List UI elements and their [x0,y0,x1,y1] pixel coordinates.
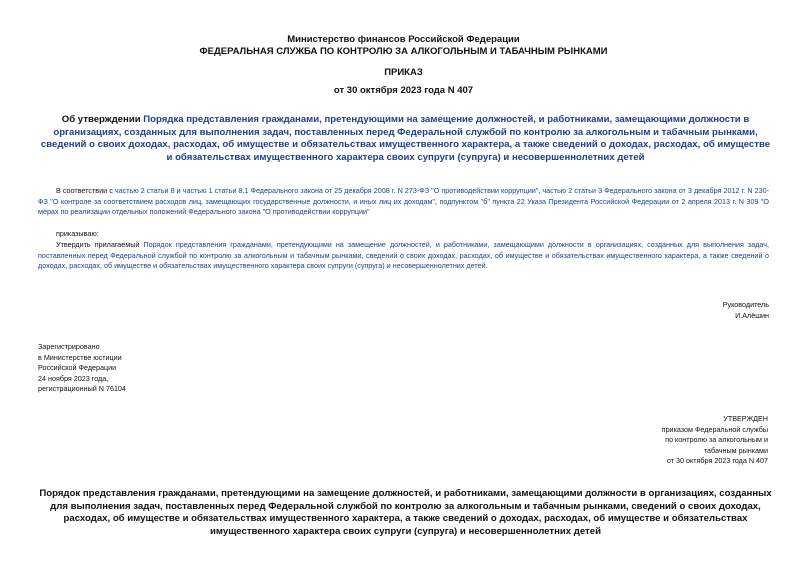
annex-title: Порядок представления гражданами, претендующими на замещение должностей, и работниками, замещающими должности в организациях, созданных для выполнения задач, поставленных перед Федеральной службой по контролю за алкогольным и табачным рынками, сведений о своих доходах, расходах, об имуществе и обязательствах имущественного характера, а также сведений о доходах, расходах, об имуществе и обязательствах имущественного характера своих супруги (супруга) и несовершеннолетних детей [39,488,772,537]
preamble-text-2: , [538,186,543,195]
order-link-procedure[interactable]: Порядок представления гражданами, претендующими на замещение должностей, и работниками, замещающими должности в организациях, созданных для выполнения задач, поставленных перед Федеральной службой по контролю за алкогольным и табачным рынками, сведений о своих доходах, расходах, об имуществе и обязательствах имущественного характера, а также сведений о доходах, расходах, об имуществе и обязательствах имущественного характера своих супруги (супруга) и несовершеннолетних детей [38,240,769,270]
order-text-2: . [485,261,488,270]
preamble-text-3: , [435,196,440,206]
service-name: ФЕДЕРАЛЬНАЯ СЛУЖБА ПО КОНТРОЛЮ ЗА АЛКОГОЛЬНЫМ И ТАБАЧНЫМ РЫНКАМИ [199,46,608,57]
registration-line-2: в Министерстве юстиции [38,352,122,362]
approved-line-1: УТВЕРЖДЕН [723,414,768,423]
preamble-link-law-273[interactable]: частью 2 статьи 8 и частью 1 статьи 8.1 Федерального закона от 25 декабря 2008 г. N 273-ФЗ "О противодействии коррупции" [114,186,539,195]
preamble-link-law-230[interactable]: частью 2 статьи 3 Федерального закона от 3 декабря 2012 г. N 230-ФЗ "О контроле за соответствием расходов лиц, замещающих государственные должности, и иных лиц их доходам" [38,186,770,206]
signature-name: И.Алёшин [735,310,769,320]
doc-date: от 30 октября 2023 года N 407 [333,85,474,96]
order-paragraph [38,240,769,272]
registration-line-3: Российской Федерации [38,363,117,373]
registration-block [38,342,126,395]
doc-type: ПРИКАЗ [384,67,423,78]
approved-line-2: приказом Федеральной службы [661,424,768,434]
preamble-paragraph [38,186,769,218]
registration-line-5: регистрационный N 76104 [38,384,126,394]
ministry-name: Министерство финансов Российской Федерации [287,34,520,45]
approved-line-3: по контролю за алкогольным и [665,435,768,445]
preamble-link-decree-309[interactable]: подпунктом "б" пункта 22 Указа Президента Российской Федерации от 2 апреля 2013 г. N 309 "О мерах по реализации отдельных положений Федерального закона "О противодействии коррупции" [38,196,770,216]
order-title [38,114,773,164]
title-prefix: Об утверждении [61,114,144,125]
preamble-text-1: В соответствии с [56,186,115,195]
order-text-1: Утвердить прилагаемый [56,240,144,249]
prikazyvayu-label: приказываю: [56,229,99,238]
signature-position: Руководитель [722,300,769,309]
approved-block [600,414,768,467]
registration-line-1: Зарегистрировано [38,342,100,351]
title-link[interactable]: Порядка представления гражданами, претендующими на замещение должностей, и работниками, замещающими должности в организациях, созданных для выполнения задач, поставленных перед Федеральной службой по контролю за алкогольным и табачным рынками, сведений о своих доходах, расходах, об имуществе и обязательствах имущественного характера, а также сведений о доходах, расходах, об имуществе и обязательствах имущественного характера своих супруги (супруга) и несовершеннолетних детей [40,114,771,163]
registration-line-4: 24 ноября 2023 года, [38,373,109,383]
approved-line-4: табачным рынками [703,445,768,455]
approved-line-5: от 30 октября 2023 года N 407 [666,456,768,466]
signature-block [723,300,769,321]
